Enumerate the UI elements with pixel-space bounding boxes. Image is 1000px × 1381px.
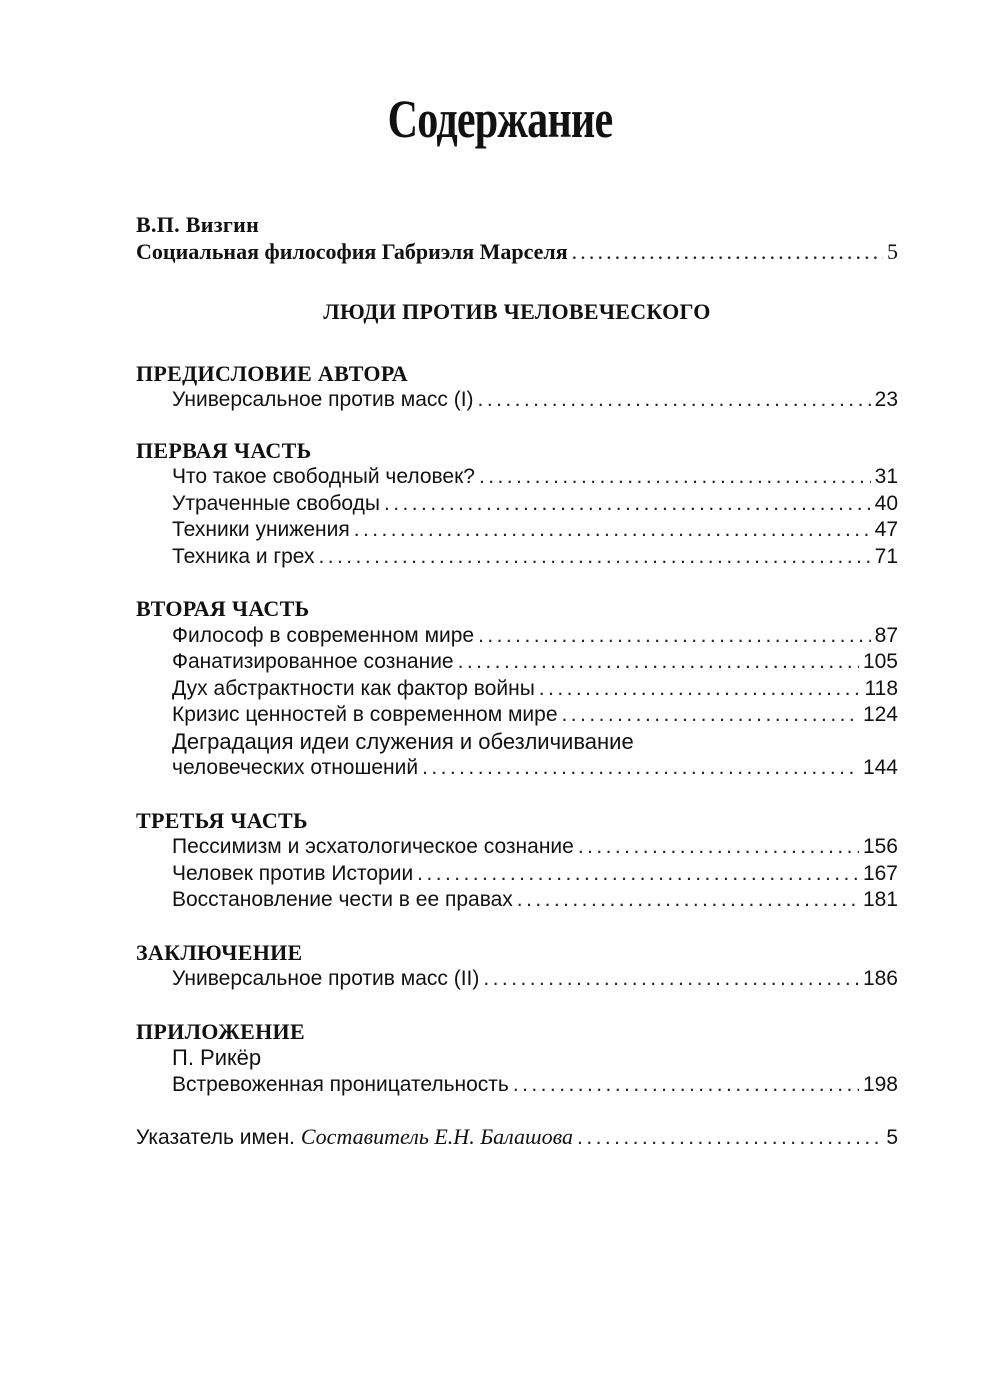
toc-entry[interactable]	[136, 387, 898, 414]
dot-leader	[478, 387, 871, 414]
index-label	[136, 1124, 573, 1152]
table-of-contents	[136, 212, 898, 1151]
toc-entry[interactable]	[136, 1072, 898, 1099]
toc-entry[interactable]	[136, 544, 898, 571]
toc-entry[interactable]	[136, 755, 898, 782]
toc-entry[interactable]	[136, 861, 898, 888]
toc-entry-label: Философ в современном мире	[172, 623, 475, 647]
intro-author: В.П. Визгин	[136, 212, 260, 237]
section-heading-appendix: ПРИЛОЖЕНИЕ	[136, 1018, 305, 1044]
toc-entry-page: 31	[874, 465, 898, 488]
dot-leader	[483, 966, 859, 993]
toc-entry-page: 156	[862, 835, 898, 858]
dot-leader	[578, 834, 859, 861]
appendix-author: П. Рикёр	[172, 1045, 262, 1070]
section-heading-part-three: ТРЕТЬЯ ЧАСТЬ	[136, 807, 308, 833]
dot-leader	[422, 755, 859, 782]
toc-entry[interactable]	[136, 623, 898, 650]
toc-entry-page: 118	[864, 676, 898, 700]
toc-entry-page: 5	[886, 1126, 898, 1149]
toc-entry[interactable]	[136, 649, 898, 676]
toc-entry-page: 186	[862, 967, 898, 990]
dot-leader	[577, 1125, 882, 1152]
toc-entry-page: 144	[862, 756, 898, 779]
section-heading-conclusion: ЗАКЛЮЧЕНИЕ	[136, 939, 303, 965]
toc-entry-page: 5	[887, 238, 898, 264]
toc-entry[interactable]	[136, 464, 898, 491]
toc-entry-label: человеческих отношений	[172, 756, 419, 779]
index-compiler: Составитель Е.Н. Балашова	[300, 1124, 574, 1149]
toc-entry-page: 40	[874, 491, 898, 515]
dot-leader	[517, 887, 859, 914]
toc-entry-page: 181	[862, 888, 898, 911]
toc-entry[interactable]	[136, 887, 898, 914]
dot-leader	[384, 491, 871, 518]
toc-entry[interactable]	[136, 702, 898, 729]
toc-entry-label: Кризис ценностей в современном мире	[172, 703, 558, 726]
section-heading-preface: ПРЕДИСЛОВИЕ АВТОРА	[136, 360, 408, 386]
section-heading-part-two: ВТОРАЯ ЧАСТЬ	[136, 596, 310, 621]
index-title: Указатель имен.	[136, 1126, 296, 1149]
dot-leader	[318, 544, 870, 571]
toc-entry-label: Техника и грех	[172, 544, 315, 568]
book-title: ЛЮДИ ПРОТИВ ЧЕЛОВЕЧЕСКОГО	[323, 299, 711, 324]
toc-entry-page: 167	[862, 861, 898, 885]
toc-entry[interactable]	[136, 676, 898, 703]
dot-leader	[562, 702, 859, 729]
dot-leader	[458, 649, 859, 676]
toc-entry-label: Человек против Истории	[172, 861, 414, 885]
toc-entry-page: 124	[862, 703, 898, 726]
toc-entry-label: Что такое свободный человек?	[172, 465, 475, 488]
toc-entry[interactable]	[136, 517, 898, 544]
toc-entry[interactable]	[136, 966, 898, 993]
toc-entry-label: Пессимизм и эсхатологическое сознание	[172, 835, 574, 858]
dot-leader	[513, 1072, 859, 1099]
toc-entry-page: 71	[874, 544, 898, 568]
dot-leader	[478, 623, 871, 650]
toc-entry-label: Утраченные свободы	[172, 491, 380, 515]
toc-entry-page: 47	[874, 518, 898, 541]
toc-entry-page: 198	[862, 1072, 898, 1096]
dot-leader	[354, 517, 871, 544]
page-title: Содержание	[387, 89, 613, 149]
toc-entry-page: 105	[862, 650, 898, 673]
dot-leader	[572, 239, 883, 266]
section-heading-part-one: ПЕРВАЯ ЧАСТЬ	[136, 437, 312, 463]
dot-leader	[417, 861, 859, 888]
toc-entry[interactable]	[136, 834, 898, 861]
toc-entry[interactable]	[136, 491, 898, 518]
dot-leader	[539, 676, 861, 703]
toc-entry-page: 23	[874, 388, 898, 411]
toc-entry-label: Восстановление чести в ее правах	[172, 888, 513, 911]
dot-leader	[479, 464, 871, 491]
toc-entry-page: 87	[874, 623, 898, 647]
toc-entry-index[interactable]	[136, 1124, 898, 1151]
toc-entry-label: Фанатизированное сознание	[172, 650, 454, 673]
toc-entry-label: Встревоженная проницательность	[172, 1072, 509, 1096]
toc-entry-label: Дух абстрактности как фактор войны	[172, 676, 535, 700]
toc-entry-intro[interactable]	[136, 239, 898, 266]
toc-entry-label: Универсальное против масс (II)	[172, 967, 480, 990]
toc-entry-label: Техники унижения	[172, 518, 350, 541]
toc-entry-label-line1: Деградация идеи служения и обезличивание	[172, 728, 634, 754]
toc-entry-label: Социальная философия Габриэля Марселя	[136, 238, 568, 264]
toc-entry-label: Универсальное против масс (I)	[172, 388, 474, 411]
